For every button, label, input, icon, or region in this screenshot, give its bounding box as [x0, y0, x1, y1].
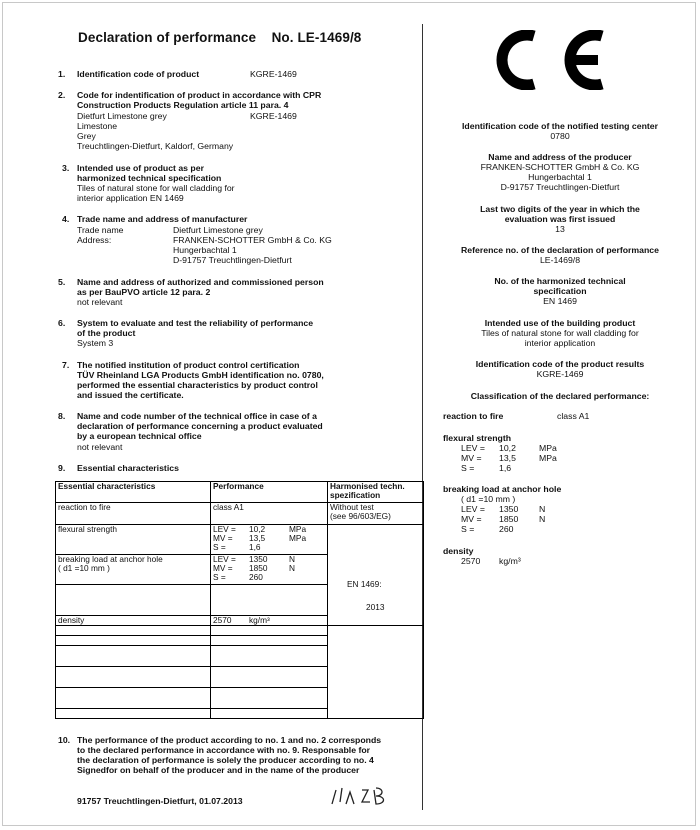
- column-header: [328, 482, 424, 503]
- section-3-body: [77, 183, 235, 203]
- value-unit: MPa: [539, 453, 557, 463]
- section-4-keys: [77, 225, 124, 245]
- section-number: 9.: [58, 463, 66, 473]
- value: Tiles of natural stone for wall cladding for: [481, 328, 639, 338]
- section-number: 10.: [58, 735, 71, 745]
- cell-line: ( d1 =10 mm ): [58, 563, 110, 573]
- value-line: [461, 524, 545, 534]
- density-unit: kg/m³: [249, 615, 270, 625]
- value-line: [213, 543, 325, 552]
- value-line: [461, 443, 557, 453]
- section-number: 4.: [62, 214, 70, 224]
- value-number: 260: [249, 572, 263, 582]
- section-4-label: Trade name and address of manufacturer: [77, 214, 248, 224]
- heading: Last two digits of the year in which the: [480, 204, 640, 214]
- value: Hungerbachtal 1: [528, 172, 592, 182]
- value: D-91757 Treuchtlingen-Dietfurt: [173, 255, 292, 265]
- label-line: the declaration of performance is solely the producer according to no. 4: [77, 755, 374, 765]
- label-line: TÜV Rheinland LGA Products GmbH identification no. 0780,: [77, 370, 324, 380]
- reference-block: [430, 245, 690, 265]
- value-unit: N: [289, 563, 295, 573]
- label-line: The performance of the product according to no. 1 and no. 2 corresponds: [77, 735, 382, 745]
- value: LE-1469/8: [539, 255, 581, 265]
- table-cell: reaction to fire: [56, 503, 211, 525]
- table-cell: [328, 525, 424, 626]
- key: Trade name: [77, 225, 124, 235]
- fire-value: class A1: [557, 411, 590, 421]
- signature-icon: [328, 782, 408, 810]
- value-key: LEV =: [461, 504, 485, 514]
- header-line: spezification: [330, 490, 381, 500]
- notified-testing-center: [430, 121, 690, 141]
- section-1-value: KGRE-1469: [250, 69, 297, 79]
- table-cell: class A1: [211, 503, 328, 525]
- section-number: 6.: [58, 318, 66, 328]
- value: 0780: [550, 131, 570, 141]
- section-number: 3.: [62, 163, 70, 173]
- section-3-label: [77, 163, 221, 183]
- value: Hungerbachtal 1: [173, 245, 237, 255]
- label-line: Name and code number of the technical office in case of a: [77, 411, 317, 421]
- section-4-values: [173, 225, 332, 265]
- heading: evaluation was first issued: [504, 214, 616, 224]
- section-number: 5.: [58, 277, 66, 287]
- value-key: MV =: [461, 514, 482, 524]
- table-cell: [211, 525, 328, 555]
- label-line: Code for indentification of product in accordance with CPR: [77, 90, 322, 100]
- label-line: The notified institution of product control certification: [77, 360, 300, 370]
- flexural-label: flexural strength: [443, 433, 512, 443]
- label-line: to the declared performance in accordance with no. 9. Responsable for: [77, 745, 371, 755]
- heading: Reference no. of the declaration of performance: [461, 245, 659, 255]
- value: FRANKEN-SCHOTTER GmbH & Co. KG: [173, 235, 332, 245]
- section-6-label: [77, 318, 313, 338]
- classification-heading: [430, 391, 690, 401]
- section-number: 2.: [58, 90, 66, 100]
- heading: No. of the harmonized technical: [494, 276, 626, 286]
- density-label: density: [443, 546, 474, 556]
- value-number: 1,6: [499, 463, 512, 473]
- value-unit: N: [289, 554, 295, 564]
- cell-line: (see 96/603/EG): [330, 511, 391, 521]
- breaking-load-values: [461, 494, 545, 534]
- value-key: S =: [213, 542, 226, 552]
- section-number: 1.: [58, 69, 66, 79]
- page-title: [78, 30, 361, 45]
- value-line: [461, 514, 545, 524]
- section-2-body: [77, 111, 233, 151]
- cell-line: breaking load at anchor hole: [58, 554, 163, 564]
- table-cell: [211, 616, 328, 626]
- value-number: 10,2: [499, 443, 516, 453]
- label-line: System to evaluate and test the reliability of performance: [77, 318, 314, 328]
- body-line: interior application EN 1469: [77, 193, 184, 203]
- value: D-91757 Treuchtlingen-Dietfurt: [500, 182, 620, 192]
- value-unit: N: [539, 514, 546, 524]
- product-results-block: [430, 359, 690, 379]
- value-key: MV =: [461, 453, 482, 463]
- table-row: [56, 626, 424, 636]
- table-cell: density: [56, 616, 211, 626]
- heading: specification: [533, 286, 587, 296]
- value-line: [213, 564, 325, 573]
- label-line: Intended use of product as per: [77, 163, 204, 173]
- density-values: [461, 556, 521, 566]
- value: 13: [555, 224, 565, 234]
- value-key: MV =: [213, 563, 233, 573]
- section-number: 8.: [58, 411, 66, 421]
- section-5-label: [77, 277, 324, 297]
- heading: Identification code of the product results: [475, 359, 645, 369]
- value-number: 10,2: [249, 524, 266, 534]
- section-1-label: Identification code of product: [77, 69, 200, 79]
- heading: Identification code of the notified testing center: [462, 121, 658, 131]
- ce-mark-icon: [488, 30, 610, 90]
- value-number: 1350: [499, 504, 519, 514]
- heading: Name and address of the producer: [488, 152, 632, 162]
- value-line: [461, 504, 545, 514]
- section-8-body: not relevant: [77, 442, 123, 452]
- value-key: S =: [213, 572, 226, 582]
- value-number: 1850: [249, 563, 268, 573]
- standard-year: 2013: [366, 602, 385, 612]
- section-7-text: [77, 360, 324, 400]
- label-line: by a european technical office: [77, 431, 202, 441]
- declaration-number: No. LE-1469/8: [271, 30, 362, 45]
- value-unit: MPa: [289, 533, 307, 543]
- column-header: Essential characteristics: [56, 482, 211, 503]
- table-cell: [211, 555, 328, 585]
- breaking-load-label: breaking load at anchor hole: [443, 484, 562, 494]
- place-date: 91757 Treuchtlingen-Dietfurt, 01.07.2013: [77, 796, 243, 806]
- year-block: [430, 204, 690, 234]
- table-cell: [211, 585, 328, 616]
- value: interior application: [524, 338, 596, 348]
- flexural-values: [461, 443, 557, 473]
- density-value: 2570: [461, 556, 481, 566]
- value-line: [213, 534, 325, 543]
- section-2-label: [77, 90, 321, 110]
- value-line: [213, 573, 325, 582]
- value-key: MV =: [213, 533, 233, 543]
- label-line: Construction Products Regulation article 11 para. 4: [77, 100, 289, 110]
- value-number: 1,6: [249, 542, 261, 552]
- section-number: 7.: [62, 360, 70, 370]
- key: Address:: [77, 235, 112, 245]
- value-unit: MPa: [539, 443, 557, 453]
- column-header: Performance: [211, 482, 328, 503]
- body-line: Tiles of natural stone for wall cladding for: [77, 183, 235, 193]
- value-key: LEV =: [461, 443, 485, 453]
- section-5-body: not relevant: [77, 297, 123, 307]
- body-line: Dietfurt Limestone grey: [77, 111, 167, 121]
- label-line: and issued the certificate.: [77, 390, 184, 400]
- section-10-text: [77, 735, 381, 775]
- body-line: Treuchtlingen-Dietfurt, Kaldorf, Germany: [77, 141, 234, 151]
- value-key: LEV =: [213, 554, 236, 564]
- label-line: declaration of performance concerning a product evaluated: [77, 421, 323, 431]
- section-9-label: Essential characteristics: [77, 463, 179, 473]
- table-row: [56, 525, 424, 555]
- table-cell: flexural strength: [56, 525, 211, 555]
- value-number: 13,5: [249, 533, 266, 543]
- density-unit: kg/m³: [499, 556, 521, 566]
- section-6-body: System 3: [77, 338, 114, 348]
- label-line: of the product: [77, 328, 136, 338]
- section-2-code: KGRE-1469: [250, 111, 297, 121]
- value-key: S =: [461, 524, 475, 534]
- label-line: harmonized technical specification: [77, 173, 222, 183]
- label-line: performed the essential characteristics by product control: [77, 380, 318, 390]
- value-number: 1350: [249, 554, 268, 564]
- table-header-row: [56, 482, 424, 503]
- value: EN 1469: [543, 296, 577, 306]
- label-line: as per BauPVO article 12 para. 2: [77, 287, 211, 297]
- body-line: Limestone: [77, 121, 118, 131]
- producer-block: [430, 152, 690, 192]
- value-number: 1850: [499, 514, 519, 524]
- heading: Intended use of the building product: [484, 318, 636, 328]
- fire-label: reaction to fire: [443, 411, 504, 421]
- value-number: 13,5: [499, 453, 516, 463]
- value-key: LEV =: [213, 524, 236, 534]
- density-value: 2570: [213, 615, 232, 625]
- section-8-label: [77, 411, 323, 441]
- header-line: Harmonised techn.: [330, 481, 405, 491]
- cell-line: Without test: [330, 502, 374, 512]
- value-unit: MPa: [289, 524, 307, 534]
- table-cell: [56, 585, 211, 616]
- label-line: Name and address of authorized and commissioned person: [77, 277, 324, 287]
- title-text: Declaration of performance: [78, 30, 257, 45]
- value: FRANKEN-SCHOTTER GmbH & Co. KG: [480, 162, 640, 172]
- value-line: [461, 463, 557, 473]
- table-cell: [56, 555, 211, 585]
- value-unit: N: [539, 504, 546, 514]
- label-line: Signedfor on behalf of the producer and in the name of the producer: [77, 765, 360, 775]
- intended-use-block: [430, 318, 690, 348]
- characteristics-table: [55, 481, 424, 719]
- value-number: 260: [499, 524, 514, 534]
- value: KGRE-1469: [536, 369, 584, 379]
- value-key: S =: [461, 463, 475, 473]
- table-cell: [328, 503, 424, 525]
- harmonized-spec-block: [430, 276, 690, 306]
- value: Dietfurt Limestone grey: [173, 225, 263, 235]
- value-line: [461, 453, 557, 463]
- value-line: ( d1 =10 mm ): [461, 494, 516, 504]
- body-line: Grey: [77, 131, 96, 141]
- standard-label: EN 1469:: [347, 579, 382, 589]
- heading: Classification of the declared performance:: [470, 391, 650, 401]
- table-row: [56, 503, 424, 525]
